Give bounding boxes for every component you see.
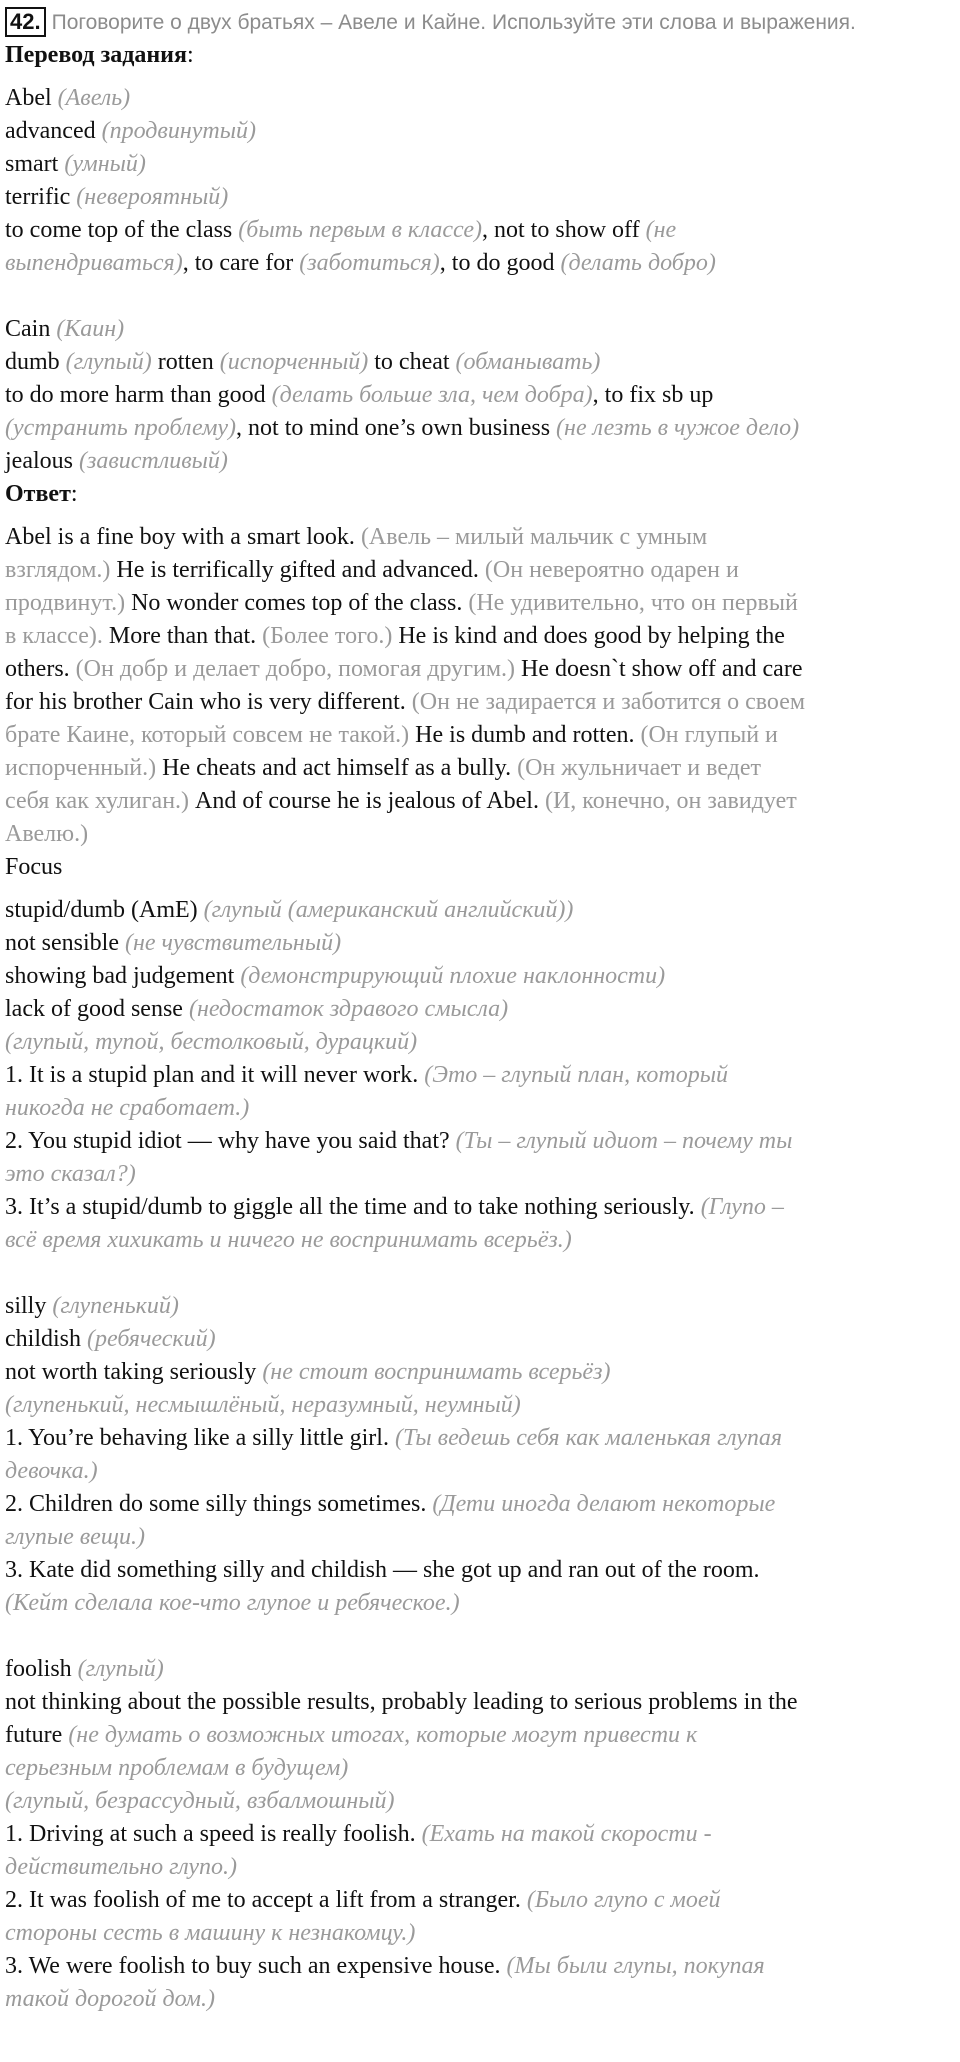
exercise-number: 42. <box>5 7 46 37</box>
focus-line: (глупый, безрассудный, взбалмошный) <box>5 1788 395 1814</box>
focus-line: действительно глупо.) <box>5 1854 238 1880</box>
focus-line: всё время хихикать и ничего не воспринимать всерьёз.) <box>5 1227 572 1253</box>
vocab-line: (устранить проблему), not to mind one’s own business (не лезть в чужое дело) <box>5 415 800 441</box>
focus-line: not worth taking seriously (не стоит воспринимать всерьёз) <box>5 1359 611 1385</box>
answer-line: испорченный.) He cheats and act himself as a bully. (Он жульничает и ведет <box>5 755 761 781</box>
focus-line: 1. It is a stupid plan and it will never work. (Это – глупый план, который <box>5 1062 728 1088</box>
focus-heading: Focus <box>5 854 63 880</box>
focus-line: девочка.) <box>5 1458 98 1484</box>
vocab-line: dumb (глупый) rotten (испорченный) to cheat (обманывать) <box>5 349 601 375</box>
focus-line: серьезным проблемам в будущем) <box>5 1755 349 1781</box>
vocab-line: Abel (Авель) <box>5 85 131 111</box>
focus-line: showing bad judgement (демонстрирующий плохие наклонности) <box>5 963 666 989</box>
focus-line: stupid/dumb (AmE) (глупый (американский английский)) <box>5 897 574 923</box>
answer-line: for his brother Cain who is very different. (Он не задирается и заботится о своем <box>5 689 806 715</box>
document-page <box>5 6 955 2016</box>
focus-line: такой дорогой дом.) <box>5 1986 215 2012</box>
vocab-line: to do more harm than good (делать больше зла, чем добра), to fix sb up <box>5 382 714 408</box>
exercise-header <box>5 6 955 39</box>
focus-line: (глупый, тупой, бестолковый, дурацкий) <box>5 1029 418 1055</box>
vocab-line: smart (умный) <box>5 151 146 177</box>
answer-line: взглядом.) He is terrifically gifted and advanced. (Он невероятно одарен и <box>5 557 739 583</box>
focus-line: 3. We were foolish to buy such an expensive house. (Мы были глупы, покупая <box>5 1953 765 1979</box>
focus-line: 3. Kate did something silly and childish — she got up and ran out of the room. <box>5 1557 760 1583</box>
focus-line: 2. Children do some silly things sometimes. (Дети иногда делают некоторые <box>5 1491 776 1517</box>
vocab-line: Cain (Каин) <box>5 316 125 342</box>
focus-line: глупые вещи.) <box>5 1524 145 1550</box>
focus-line: стороны сесть в машину к незнакомцу.) <box>5 1920 416 1946</box>
answer-line: продвинут.) No wonder comes top of the class. (Не удивительно, что он первый <box>5 590 798 616</box>
vocab-line: advanced (продвинутый) <box>5 118 256 144</box>
focus-line: 3. It’s a stupid/dumb to giggle all the time and to take nothing seriously. (Глупо – <box>5 1194 784 1220</box>
focus-line: 1. You’re behaving like a silly little girl. (Ты ведешь себя как маленькая глупая <box>5 1425 783 1451</box>
focus-line: not thinking about the possible results, probably leading to serious problems in the <box>5 1689 798 1715</box>
focus-line: silly (глупенький) <box>5 1293 179 1319</box>
answer-line: в классе). More than that. (Более того.) He is kind and does good by helping the <box>5 623 785 649</box>
focus-line: никогда не сработает.) <box>5 1095 250 1121</box>
translation-heading: Перевод задания: <box>5 42 194 68</box>
answer-line: брате Каине, который совсем не такой.) He is dumb and rotten. (Он глупый и <box>5 722 778 748</box>
vocab-line: jealous (завистливый) <box>5 448 228 474</box>
focus-line: foolish (глупый) <box>5 1656 164 1682</box>
focus-line: это сказал?) <box>5 1161 136 1187</box>
answer-line: others. (Он добр и делает добро, помогая другим.) He doesn`t show off and care <box>5 656 803 682</box>
focus-line: 2. You stupid idiot — why have you said that? (Ты – глупый идиот – почему ты <box>5 1128 793 1154</box>
vocab-line: terrific (невероятный) <box>5 184 229 210</box>
focus-line: lack of good sense (недостаток здравого смысла) <box>5 996 509 1022</box>
answer-line: Abel is a fine boy with a smart look. (Авель – милый мальчик с умным <box>5 524 708 550</box>
answer-line: себя как хулиган.) And of course he is jealous of Abel. (И, конечно, он завидует <box>5 788 797 814</box>
focus-line: not sensible (не чувствительный) <box>5 930 342 956</box>
answer-heading: Ответ: <box>5 481 78 507</box>
focus-line: (Кейт сделала кое-что глупое и ребяческое.) <box>5 1590 460 1616</box>
focus-line: childish (ребяческий) <box>5 1326 216 1352</box>
focus-line: 1. Driving at such a speed is really foolish. (Ехать на такой скорости - <box>5 1821 712 1847</box>
answer-line: Авелю.) <box>5 821 89 847</box>
focus-line: future (не думать о возможных итогах, которые могут привести к <box>5 1722 698 1748</box>
focus-line: 2. It was foolish of me to accept a lift from a stranger. (Было глупо с моей <box>5 1887 721 1913</box>
exercise-instruction: Поговорите о двух братьях – Авеле и Кайне. Используйте эти слова и выражения. <box>51 11 856 34</box>
focus-line: (глупенький, несмышлёный, неразумный, неумный) <box>5 1392 521 1418</box>
vocab-line: to come top of the class (быть первым в классе), not to show off (не <box>5 217 677 243</box>
vocab-line: выпендриваться), to care for (заботиться), to do good (делать добро) <box>5 250 716 276</box>
